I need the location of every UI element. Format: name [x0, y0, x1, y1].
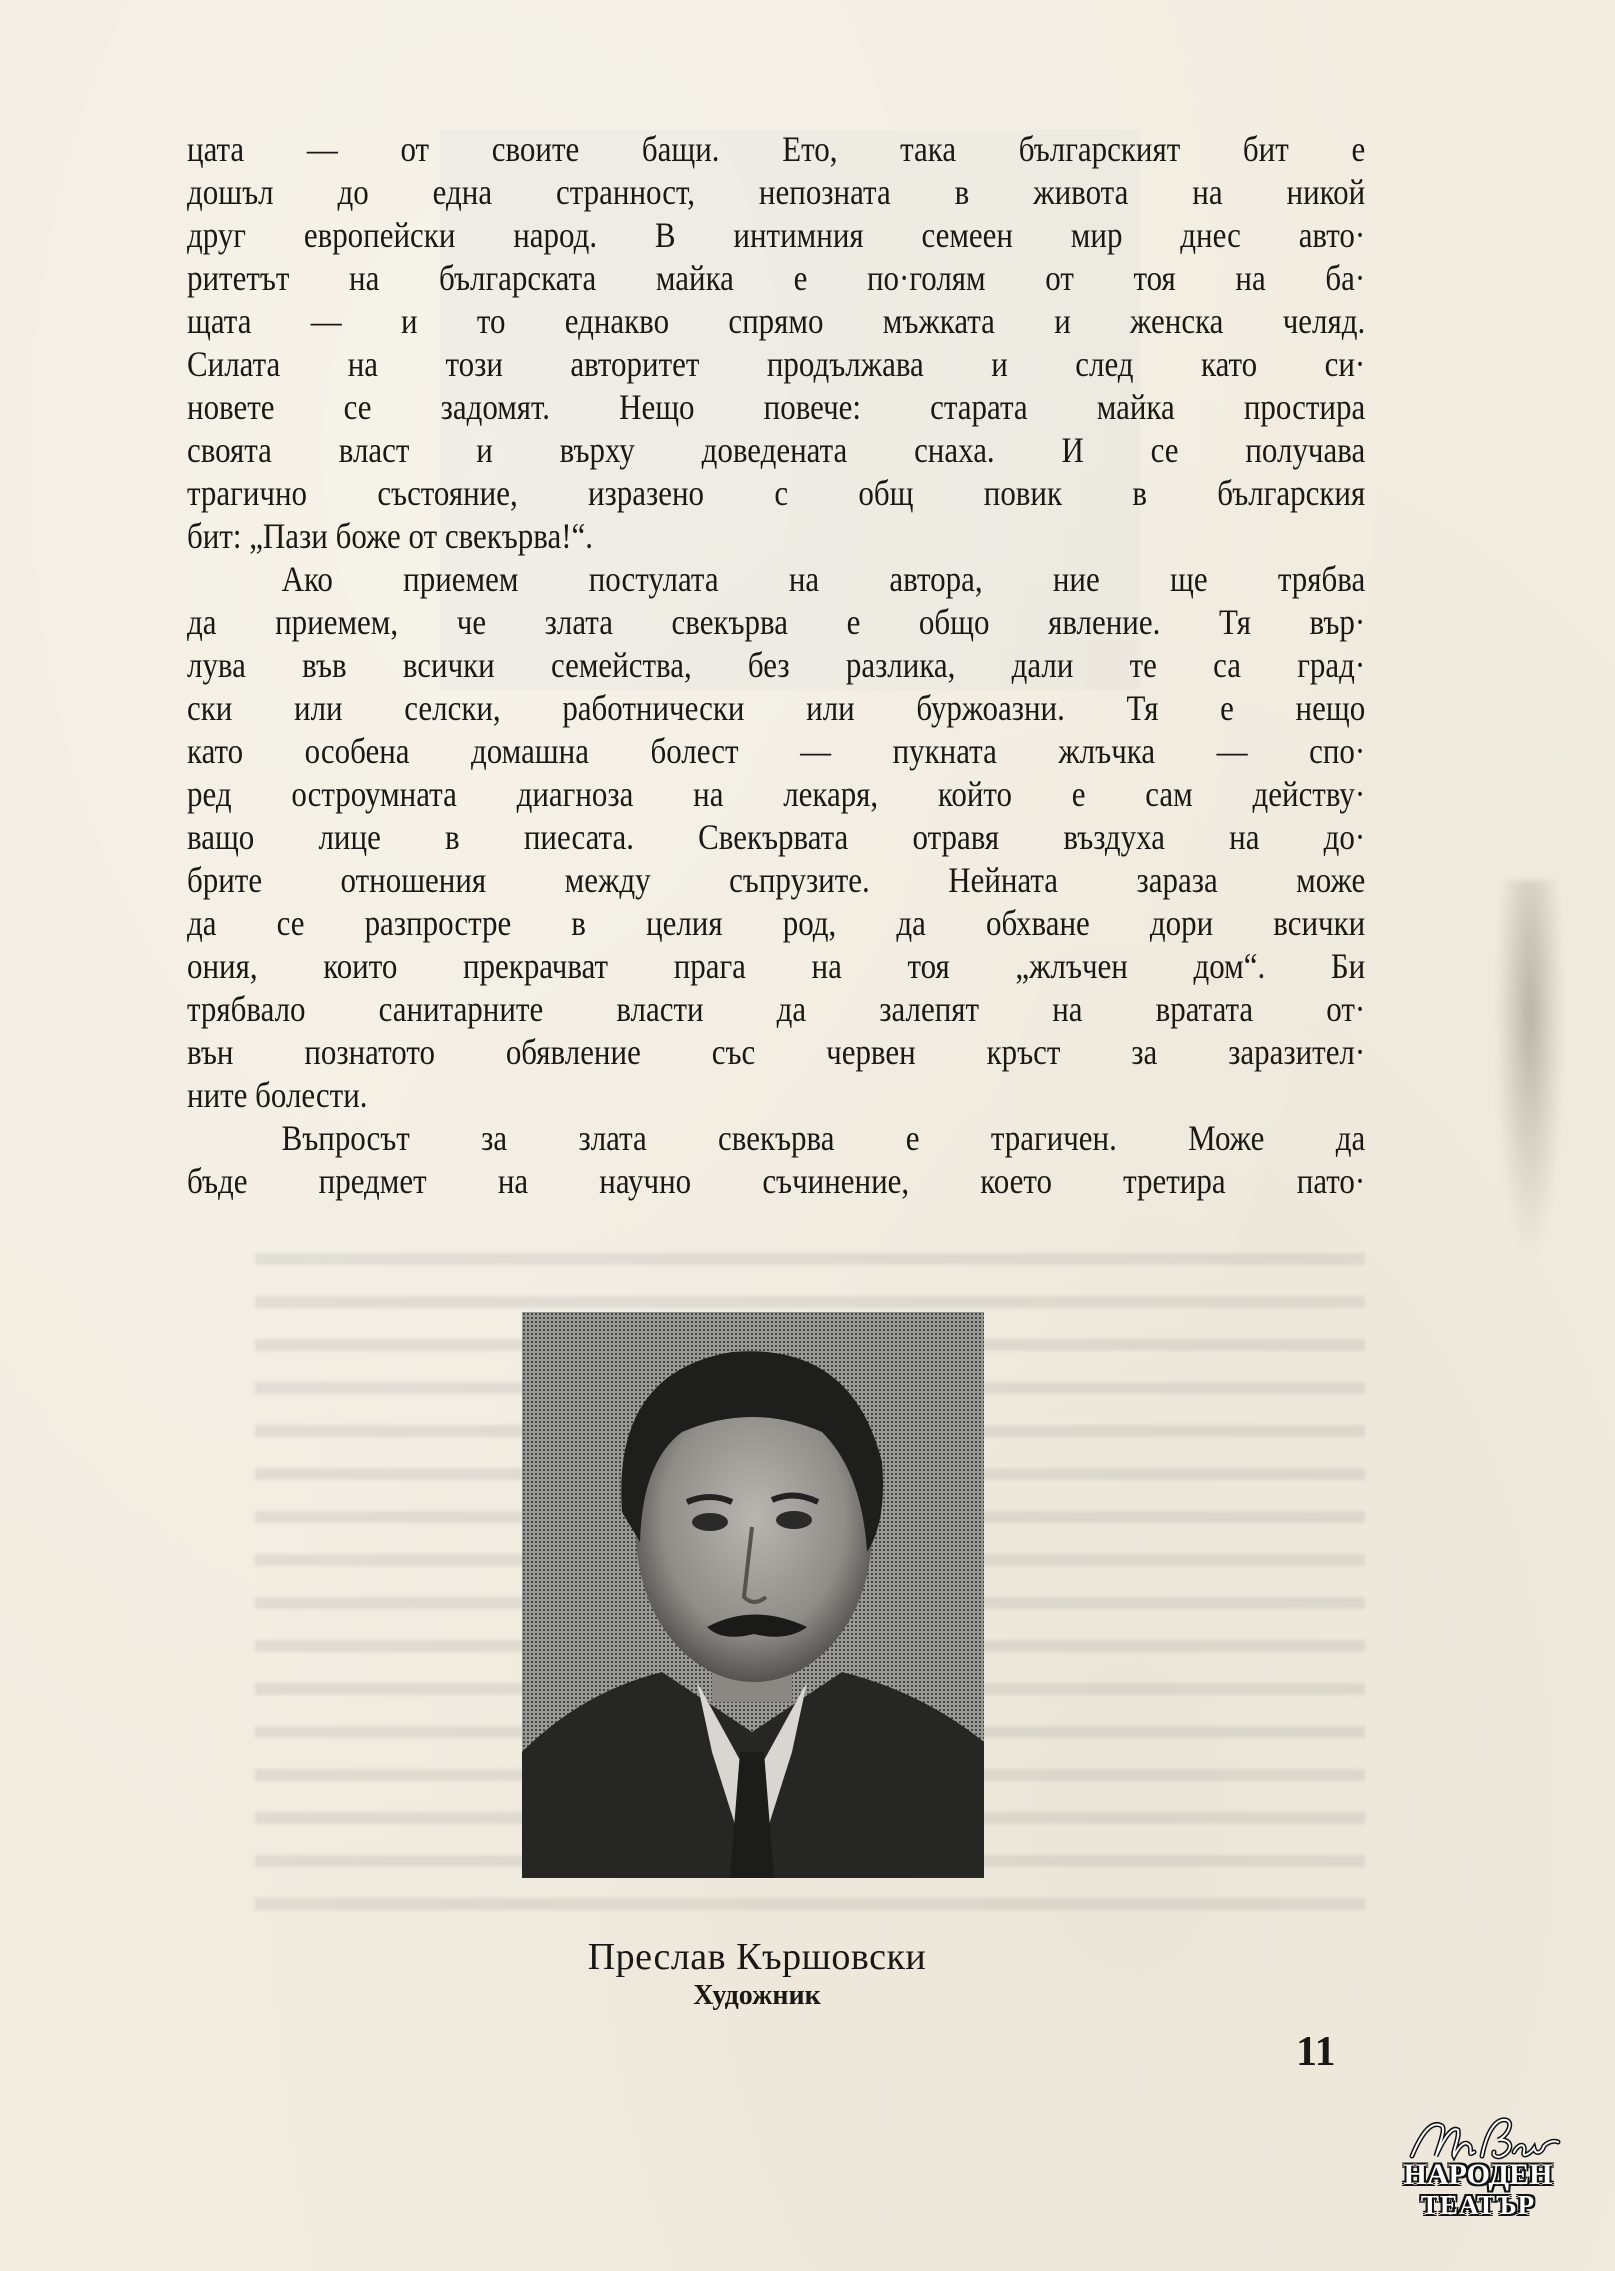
- logo-text-line2: ТЕАТЪР: [1420, 2190, 1536, 2220]
- text-line: ред остроумната диагноза на лекаря, който е сам действу·: [187, 774, 1366, 814]
- paragraph-3: [187, 1117, 1365, 1203]
- text-line: своята власт и върху доведената снаха. И се получава: [187, 430, 1366, 470]
- portrait-illustration: [522, 1312, 984, 1878]
- page-number: 11: [1296, 2029, 1336, 2075]
- text-line: да се разпростре в целия род, да обхване дори всички: [187, 903, 1366, 943]
- text-line: друг европейски народ. В интимния семеен мир днес авто·: [187, 215, 1366, 255]
- text-line: Въпросът за злата свекърва е трагичен. Може да: [281, 1118, 1366, 1158]
- text-line: бъде предмет на научно съчинение, което третира пато·: [187, 1161, 1366, 1201]
- text-line: Силата на този авторитет продължава и след като си·: [187, 344, 1366, 384]
- text-line: ски или селски, работнически или буржоазни. Тя е нещо: [187, 688, 1366, 728]
- text-line: дошъл до една странност, непозната в живота на никой: [187, 172, 1366, 212]
- text-line: Ако приемем постулата на автора, ние ще трябва: [281, 559, 1366, 599]
- text-line: трябвало санитарните власти да залепят на вратата от·: [187, 989, 1366, 1029]
- paper-smudge: [1495, 880, 1565, 1260]
- paragraph-2: [187, 558, 1365, 1117]
- text-line: вън познатото обявление със червен кръст за заразител·: [187, 1032, 1366, 1072]
- text-line: новете се задомят. Нещо повече: старата майка простира: [187, 387, 1366, 427]
- photo-eye-right: [776, 1511, 812, 1529]
- body-text: [187, 128, 1365, 1203]
- text-line: ващо лице в пиесата. Свекървата отравя въздуха на до·: [187, 817, 1366, 857]
- photo-eye-left: [692, 1513, 728, 1531]
- national-theatre-logo: [1392, 2112, 1564, 2224]
- logo-text-line1: НАРОДЕН: [1403, 2158, 1553, 2191]
- text-line: ните болести.: [187, 1075, 368, 1115]
- text-line: цата — от своите бащи. Ето, така българският бит е: [187, 129, 1366, 169]
- portrait-photo: [522, 1312, 984, 1878]
- text-line: ония, които прекрачват прага на тоя „жлъчен дом“. Би: [187, 946, 1366, 986]
- photo-caption-role: Художник: [693, 1980, 821, 2011]
- text-line: ритетът на българската майка е по·голям от тоя на ба·: [187, 258, 1366, 298]
- paragraph-1: [187, 128, 1365, 558]
- text-line: щата — и то еднакво спрямо мъжката и женска челяд.: [187, 301, 1366, 341]
- text-line: трагично състояние, изразено с общ повик в българския: [187, 473, 1366, 513]
- logo-signature-icon: [1402, 2112, 1562, 2164]
- text-line: брите отношения между съпрузите. Нейната зараза може: [187, 860, 1366, 900]
- text-line: бит: „Пази боже от свекърва!“.: [187, 516, 594, 556]
- text-line: като особена домашна болест — пукната жлъчка — спо·: [187, 731, 1366, 771]
- text-line: да приемем, че злата свекърва е общо явление. Тя вър·: [187, 602, 1366, 642]
- text-line: лува във всички семейства, без разлика, дали те са град·: [187, 645, 1366, 685]
- photo-caption-name: Преслав Кършовски: [587, 1936, 927, 1978]
